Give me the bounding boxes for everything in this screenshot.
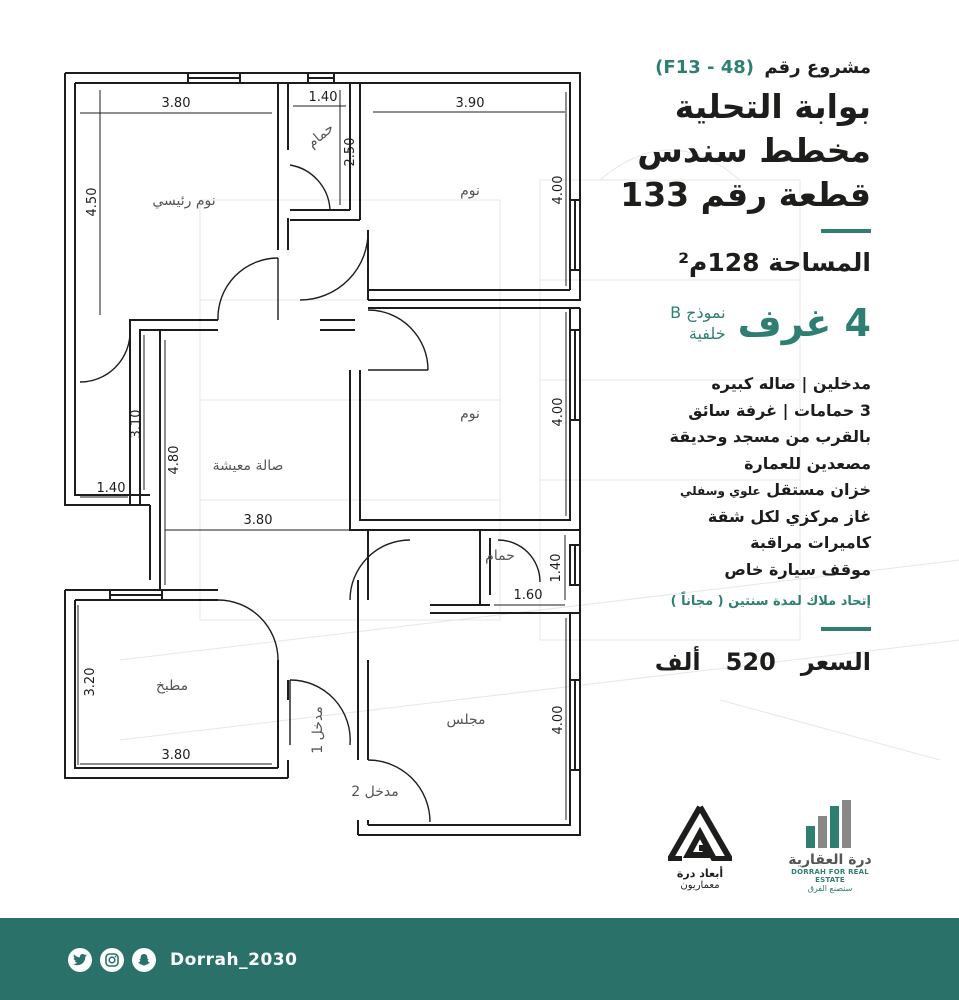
area-label: المساحة	[768, 248, 871, 277]
price	[531, 645, 871, 679]
price-unit: ألف	[654, 648, 701, 676]
dim-kitchen-width: 3.80	[161, 748, 191, 763]
area-value: 128م²	[678, 248, 760, 277]
dim-kitchen-height: 3.20	[83, 667, 98, 697]
social-links	[68, 948, 297, 972]
tank-small: علوي وسفلي	[679, 484, 761, 498]
abaad-triangle-icon	[668, 805, 732, 861]
feature-item: بالقرب من مسجد وحديقة	[669, 427, 871, 446]
room-master-bedroom: نوم رئيسي	[152, 193, 216, 209]
feature-item: كاميرات مراقبة	[750, 533, 871, 552]
dim-bed1-height: 4.00	[551, 175, 566, 205]
dorrah-name: درة العقارية	[788, 852, 872, 868]
feature-item: موقف سيارة خاص	[724, 559, 871, 579]
footer-bar	[0, 918, 959, 1000]
dim-majlis-height: 4.00	[551, 705, 566, 735]
rooms-model-block	[670, 302, 726, 344]
room-bath-2: حمام	[485, 548, 515, 564]
room-kitchen: مطبخ	[155, 678, 189, 694]
rooms-info	[531, 293, 871, 353]
owners-association: إتحاد ملاك لمدة سنتين ( مجاناً )	[670, 594, 871, 609]
dorrah-building-icon	[800, 800, 860, 848]
room-bedroom-1: نوم	[460, 183, 480, 199]
abaad-durra-logo	[660, 805, 740, 895]
divider-2	[821, 627, 871, 631]
dim-corridor-width: 1.40	[96, 481, 126, 496]
title-line-2: مخطط سندس	[637, 131, 871, 170]
abaad-line-1: أبعاد درة	[676, 867, 724, 880]
dim-corridor-height: 3.10	[129, 409, 144, 439]
dim-bath2-height: 1.40	[549, 553, 564, 583]
dim-master-height: 4.50	[85, 187, 100, 217]
rooms-position: خلفية	[688, 324, 726, 343]
room-entrance-2: مدخل 2	[351, 784, 399, 800]
dim-bath2-width: 1.60	[513, 588, 543, 603]
rooms-count: 4 غرف	[737, 301, 871, 345]
social-handle[interactable]: Dorrah_2030	[170, 950, 298, 970]
room-bath-1: حمام	[304, 120, 338, 152]
price-value: 520	[725, 648, 776, 676]
dorrah-english: DORRAH FOR REAL ESTATE	[791, 868, 869, 884]
twitter-icon[interactable]	[68, 948, 92, 972]
feature-item: مدخلين | صاله كبيره	[711, 374, 871, 393]
project-label: مشروع رقم	[764, 57, 871, 78]
dim-living-height: 4.80	[167, 445, 182, 475]
project-number	[531, 55, 871, 81]
rooms-model: نموذج B	[670, 303, 726, 322]
title-line-1: بوابة التحلية	[674, 87, 871, 126]
info-panel	[531, 55, 871, 679]
snapchat-icon[interactable]	[132, 948, 156, 972]
dim-bed1-width: 3.90	[455, 96, 485, 111]
title-line-3: قطعة رقم 133	[620, 175, 871, 214]
instagram-icon[interactable]	[100, 948, 124, 972]
room-living: صالة معيشة	[212, 458, 284, 474]
feature-item: 3 حمامات | غرفة سائق	[688, 400, 871, 420]
feature-item: مصعدين للعمارة	[744, 453, 871, 473]
room-bedroom-2: نوم	[460, 406, 480, 422]
feature-tank	[531, 477, 871, 504]
tank-main: خزان مستقل	[766, 480, 871, 499]
dim-bath1-width: 1.40	[308, 90, 338, 105]
dim-bath1-height: 2.50	[343, 137, 358, 167]
price-label: السعر	[800, 648, 871, 676]
dim-bed2-height: 4.00	[551, 397, 566, 427]
abaad-line-2: معماريون	[680, 880, 720, 891]
features-list	[531, 371, 871, 583]
feature-item: غاز مركزي لكل شقة	[707, 506, 871, 526]
area	[531, 243, 871, 283]
divider-1	[821, 229, 871, 233]
project-code: (F13 - 48)	[655, 57, 755, 78]
dim-master-width: 3.80	[161, 96, 191, 111]
room-majlis: مجلس	[446, 712, 486, 728]
dorrah-slogan: سنصنع الفرق	[807, 884, 853, 893]
dorrah-logo	[780, 800, 880, 900]
dim-living-width: 3.80	[243, 513, 273, 528]
room-entrance-1: مدخل 1	[310, 706, 326, 754]
